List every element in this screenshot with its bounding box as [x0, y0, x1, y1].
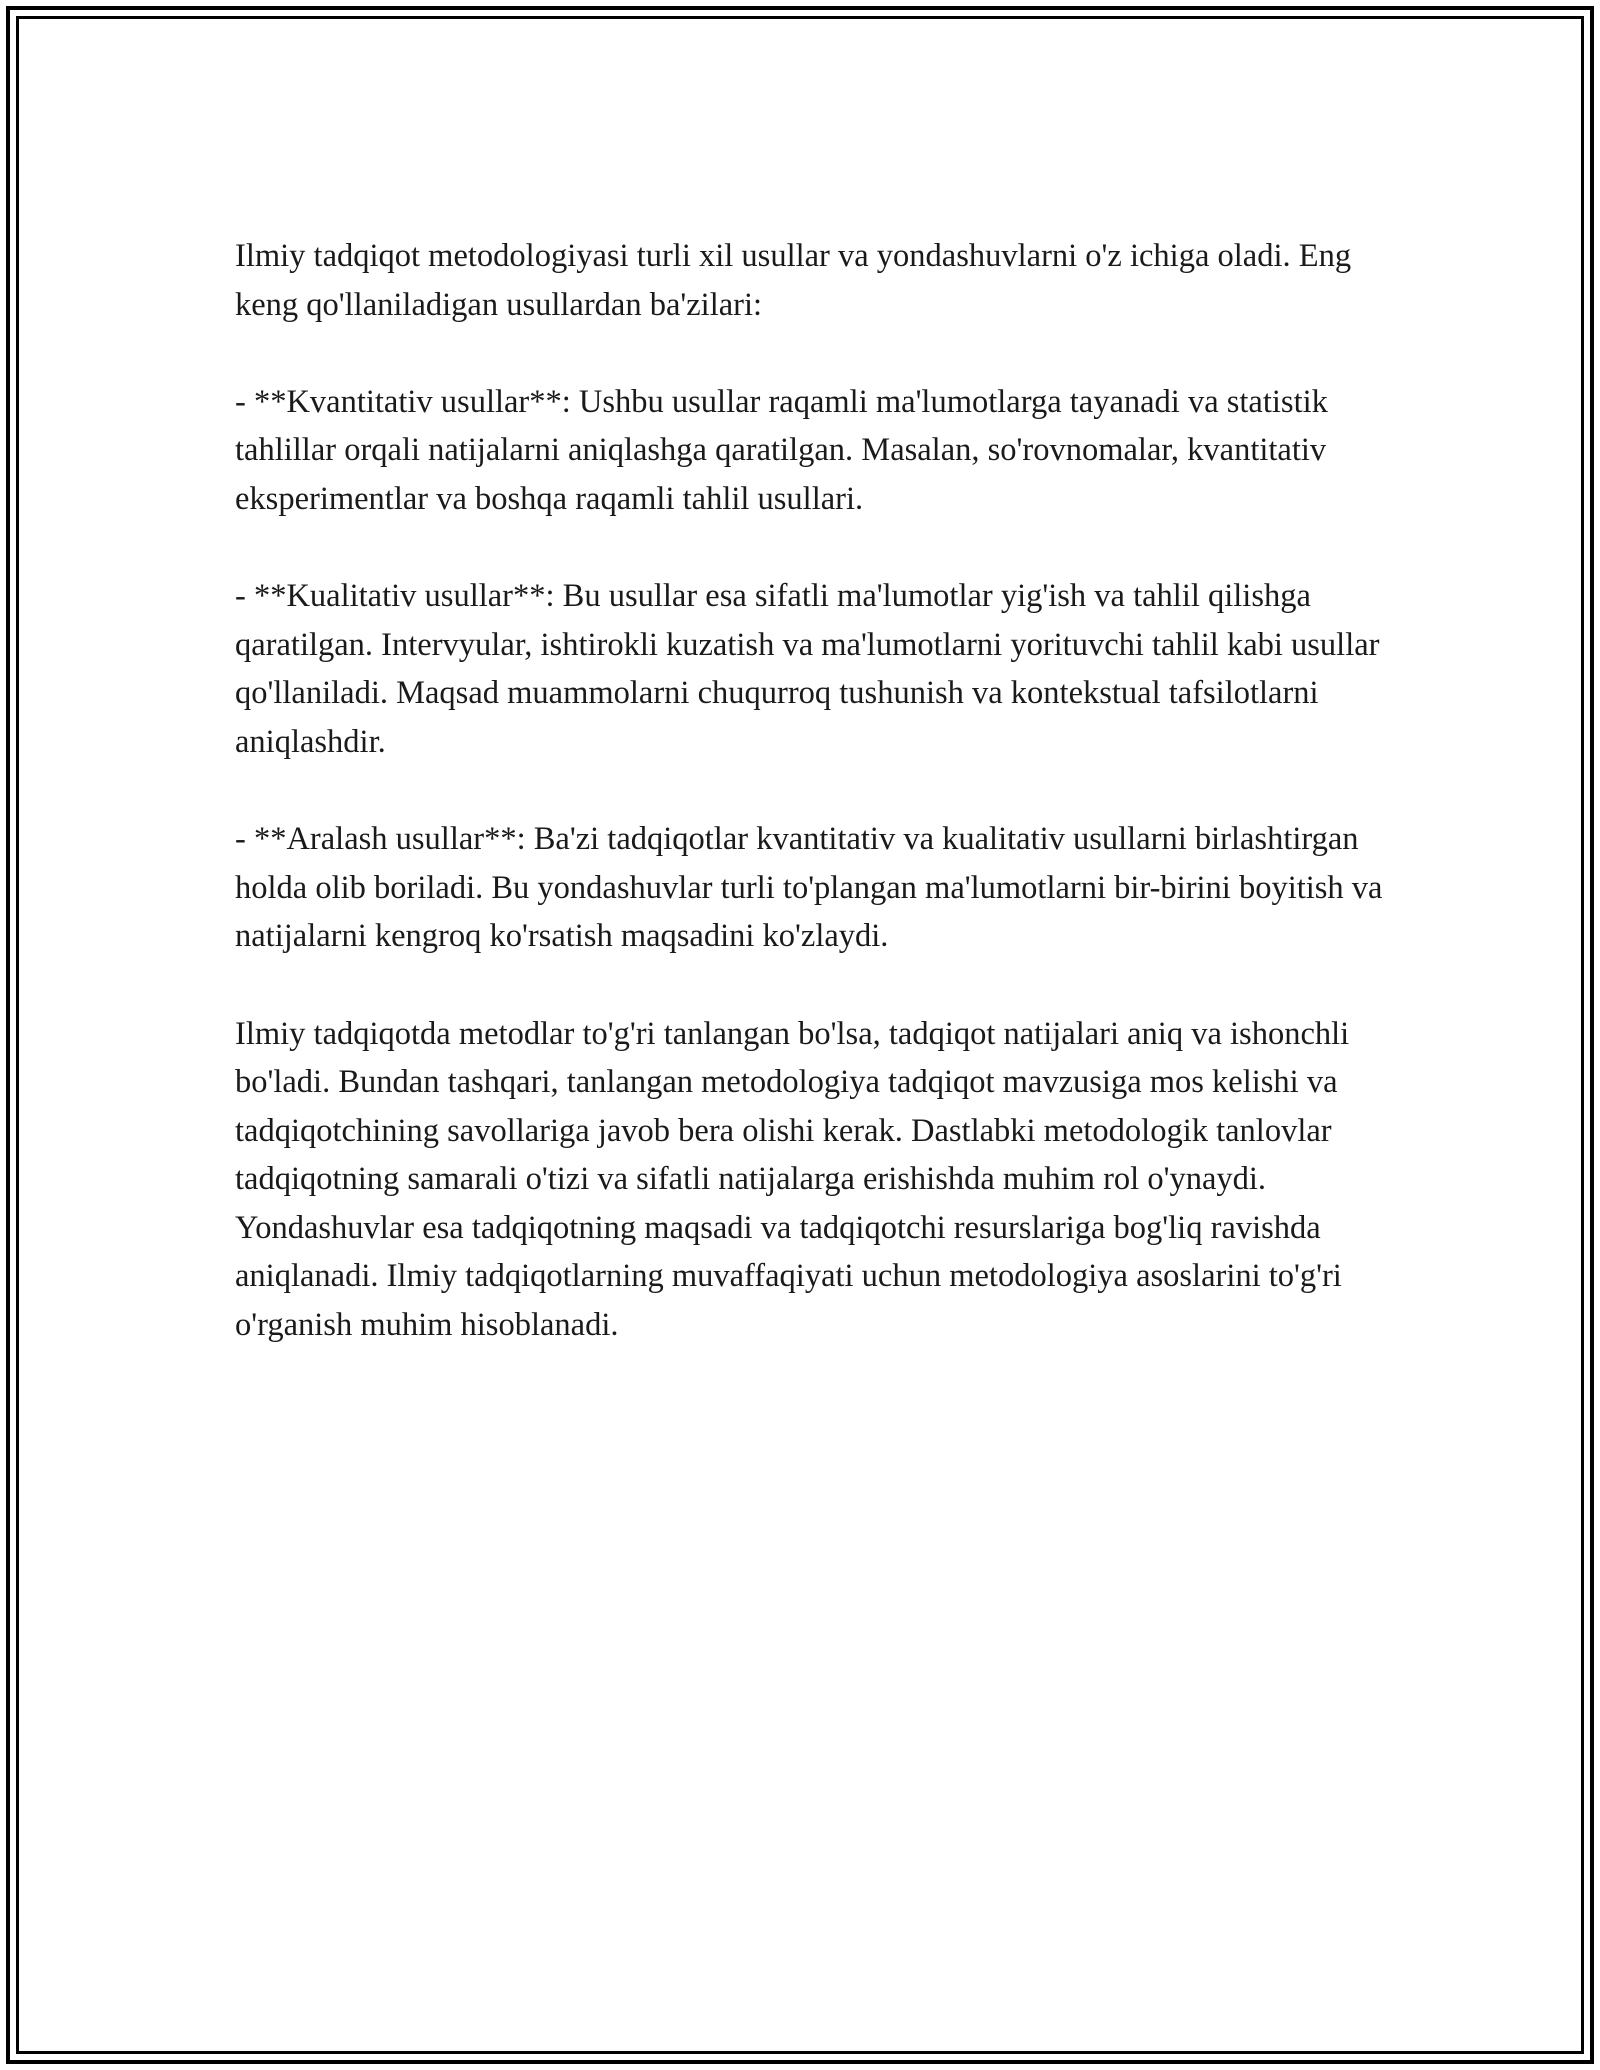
list-item-qualitative: - **Kualitativ usullar**: Bu usullar esa sifatli ma'lumotlar yig'ish va tahlil qilishga qaratilgan. Intervyular, ishtirokli kuzatish va ma'lumotlarni yorituvchi tahlil kabi usullar qo'llaniladi. Maqsad muammolarni chuqurroq tushunish va kontekstual tafsilotlarni aniqlashdir.: [235, 578, 1380, 760]
intro-paragraph: Ilmiy tadqiqot metodologiyasi turli xil usullar va yondashuvlarni o'z ichiga oladi. Eng keng qo'llaniladigan usullardan ba'zilari:: [235, 238, 1352, 323]
conclusion-paragraph: Ilmiy tadqiqotda metodlar to'g'ri tanlangan bo'lsa, tadqiqot natijalari aniq va ishonchli bo'ladi. Bundan tashqari, tanlangan metodologiya tadqiqot mavzusiga mos kelishi va tadqiqotchining savollariga javob bera olishi kerak. Dastlabki metodologik tanlovlar tadqiqotning samarali o'tizi va sifatli natijalarga erishishda muhim rol o'ynaydi. Yondashuvlar esa tadqiqotning maqsadi va tadqiqotchi resurslariga bog'liq ravishda aniqlanadi. Ilmiy tadqiqotlarning muvaffaqiyati uchun metodologiya asoslarini to'g'ri o'rganish muhim hisoblanadi.: [235, 1015, 1350, 1344]
document-body: [235, 232, 1385, 1350]
list-item-quantitative: - **Kvantitativ usullar**: Ushbu usullar raqamli ma'lumotlarga tayanadi va statistik tahlillar orqali natijalarni aniqlashga qaratilgan. Masalan, so'rovnomalar, kvantitativ eksperimentlar va boshqa raqamli tahlil usullari.: [235, 383, 1328, 517]
list-item-mixed: - **Aralash usullar**: Ba'zi tadqiqotlar kvantitativ va kualitativ usullarni birlashtirgan holda olib boriladi. Bu yondashuvlar turli to'plangan ma'lumotlarni bir-birini boyitish va natijalarni kengroq ko'rsatish maqsadini ko'zlaydi.: [235, 821, 1383, 955]
